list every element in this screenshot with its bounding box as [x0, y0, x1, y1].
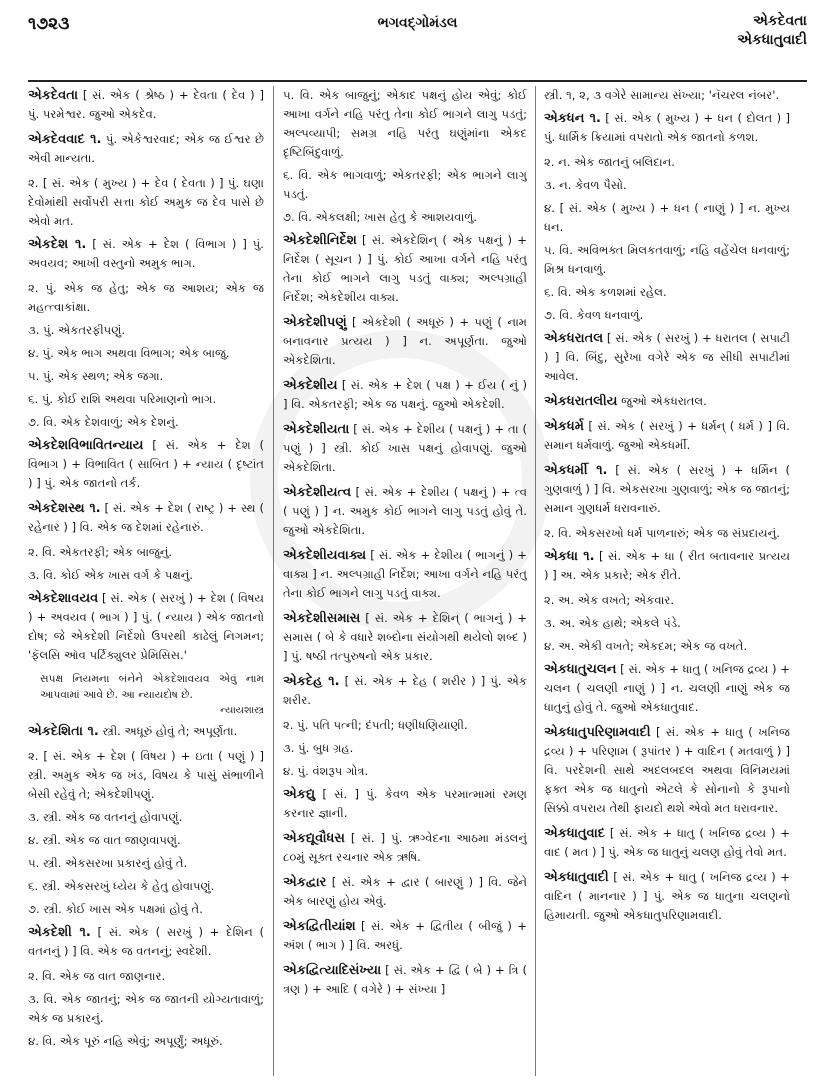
headword: એકદેશીયવાક્ય [283, 548, 367, 563]
definition-text: ૭. સ્ત્રી. કોઈ ખાસ એક પક્ષમાં હોવું તે. [28, 902, 203, 916]
definition-text: [ સં. એક ( મુખ્ય ) + ધન ( દોલત ) ] પું. ધાર્મિક ક્રિયામાં વપરાતો એક જાતનો કળશ. [544, 111, 790, 144]
entry-sense [283, 208, 527, 227]
entry-sense [28, 967, 264, 986]
headword: એકદેશ ૧. [28, 237, 87, 252]
headword: એકધર્મ [544, 419, 584, 434]
dictionary-entry [283, 313, 527, 370]
definition-text: [ સં. એક + દેશિન્ ( ભાગનું ) + સમાસ ( બે કે વધારે શબ્દોના સંયોગથી થયેલો શબ્દ ) ] પું. ષષ્ઠી તત્પુરુષનો એક પ્રકાર. [283, 611, 527, 663]
definition-text: ૩. ન. કેવળ પૈસો. [544, 178, 627, 192]
entry-sense [28, 990, 264, 1028]
definition-text: સ્ત્રી. ૧, ૨, ૩ વગેરે સામાન્ય સંખ્યા; 'નૅચરલ નંબર'. [544, 88, 780, 102]
entry-sense [28, 854, 264, 873]
definition-text: જુઓ એકધરાતલ. [617, 394, 707, 408]
entry-sense [544, 637, 790, 656]
definition-text: [ સં. એક + દેશ ( પક્ષ ) + ઈય ( નું ) ] વિ. એકતરફી; એક જ પક્ષનું. જુઓ એકદેશી. [283, 378, 527, 411]
dictionary-entry [283, 672, 527, 710]
definition-text: [ સં. એકદેશિન્ ( એક પક્ષનું ) + નિર્દેશ ( સૂચન ) ] પું. કોઈ આખા વર્ગને નહિ પરંતુ તેના કોઈ ભાગને લાગુ પડતું વાક્ય; અલ્પગ્રાહી નિર્દેશ; એકદેશીય વાક્ય. [283, 233, 527, 304]
definition-text: ૨. ન. એક જાતનું બલિદાન. [544, 155, 675, 169]
dictionary-entry [544, 824, 790, 862]
entry-sense [28, 1032, 264, 1051]
dictionary-entry [283, 231, 527, 307]
entry-sense [544, 306, 790, 325]
headword: એકધરાતલ [544, 331, 604, 346]
entry-sense [28, 566, 264, 585]
column-divider [535, 86, 536, 1076]
definition-text: ૩. સ્ત્રી. એક જ વતનનું હોવાપણું. [28, 810, 183, 824]
headword: એકદેવતા [28, 88, 79, 103]
dictionary-entry [28, 436, 264, 493]
definition-text: ૫. સ્ત્રી. એકસરખા પ્રકારનું હોવું તે. [28, 856, 188, 870]
definition-text: [ સં. એક + દેશીય ( ભાગનું ) + વાક્ય ] ન. અલ્પગ્રાહી નિર્દેશ; આખા વર્ગને નહિ પરંતુ તેના કોઈ ભાગને લાગુ પડતું વાક્ય. [283, 548, 527, 600]
definition-text: ૬. પું. કોઈ રાશિ અથવા પરિમાણનો ભાગ. [28, 392, 217, 406]
definition-text: [ સં. એક + ધાતુ ( ખનિજ દ્રવ્ય ) + પરિણામ ( રૂપાંતર ) + વાદિન ( મતવાળું ) ] વિ. પરદેશની સાથે અદલબદલ અથવા વિનિમયમાં ફક્ત એક જ ધાતુનો એટલે કે સોનાનો કે રૂપાનો સિક્કો વપરાય તેથી ફાયદો થશે એવો મત ધરાવનાર. [544, 725, 790, 815]
entry-sense [28, 413, 264, 432]
definition-text: [ સં. એક + ધાતુ ( ખનિજ દ્રવ્ય ) + વાદિન ( માનનાર ) ] પું. એક જ ધાતુના ચલણનો હિમાયતી. જુઓ એકધાતુપરિણામવાદી. [544, 870, 790, 922]
definition-text: ૭. વિ. કેવળ ધનવાળું. [544, 308, 644, 322]
entry-sense [283, 716, 527, 735]
definition-text: ૪. અ. એકી વખતે; એકદમ; એક જ વખતે. [544, 639, 748, 653]
definition-text: [ સં. એક + ધા ( રીત બતાવનાર પ્રત્યય ) ] અ. એક પ્રકારે; એક રીતે. [544, 549, 790, 582]
definition-text: ૩. અ. એક હાથે; એકલે પંડે. [544, 616, 681, 630]
definition-text: ૪. પું. વંશરૂપ ગોત્ર. [283, 764, 369, 778]
definition-text: ૩. વિ. એક જાતનું; એક જ જાતની યોગ્યતાવાળું; એક જ પ્રકારનું. [28, 992, 264, 1025]
dictionary-entry [283, 917, 527, 955]
dictionary-entry [283, 873, 527, 911]
column-left [28, 86, 264, 1055]
definition-text: [ સં. એક + દેશીય ( પક્ષનું ) + ત્વ ( પણું ) ] ન. અમુક કોઈ ભાગને લાગુ પડતું હોવું તે. જુઓ એકદેશિતા. [283, 485, 527, 537]
entry-sense [28, 900, 264, 919]
definition-text: ૨. પું. એક જ હેતુ; એક જ આશય; એક જ મહત્ત્વાકાંક્ષા. [28, 281, 264, 314]
headword: એકદેશીયત્વ [283, 485, 352, 500]
book-title: ભગવદ્ગોમંડલ [377, 15, 458, 31]
definition-text: ૬. સ્ત્રી. એકસરખું ધ્યેય કે હેતુ હોવાપણું. [28, 879, 215, 893]
header-rule [28, 80, 807, 82]
entry-sense [28, 831, 264, 850]
definition-text: [ સં. ] પું. કેવળ એક પરમાત્મામાં રમણ કરનાર જ્ઞાની. [283, 787, 527, 820]
entry-sense [544, 614, 790, 633]
headword: એકદેશીય [283, 378, 338, 393]
dictionary-entry [283, 483, 527, 540]
quote-source: ન્યાયશાસ્ત્ર [220, 705, 264, 716]
definition-text: ૭. વિ. એકલક્ષી; ખાસ હેતુ કે આશયવાળું. [283, 210, 478, 224]
definition-text: [ એકદેશી ( અધૂરું ) + પણું ( નામ બનાવનાર પ્રત્યય ) ] ન. અપૂર્ણતા. જુઓ એકદેશિતા. [283, 315, 527, 367]
dictionary-entry [544, 109, 790, 147]
definition-text: ૨. વિ. એક જ વાત જાણનાર. [28, 969, 166, 983]
entry-sense [544, 283, 790, 302]
dictionary-entry [28, 235, 264, 273]
definition-text: ૭. વિ. એક દેશવાળું; એક દેશનું. [28, 415, 179, 429]
dictionary-entry [28, 499, 264, 537]
dictionary-entry [283, 376, 527, 414]
page-number: ૧૭૨૩ [28, 14, 70, 34]
headword: એકધા ૧. [544, 549, 595, 564]
definition-text: ૬. વિ. એક ભાગવાળું; એકતરફી; એક ભાગને લાગુ પડતું. [283, 168, 527, 201]
column-right [544, 86, 790, 931]
dictionary-entry [283, 829, 527, 867]
definition-text: [ સં. એક + દ્વિતીય ( બીજું ) + અંશ ( ભાગ ) ] વિ. અરધું. [283, 919, 527, 952]
dictionary-entry [544, 868, 790, 925]
definition-text: [ સં. એક ( સરખું ) + ધરાતલ ( સપાટી ) ] વિ. બિંદુ, સુરેખા વગેરે એક જ સીધી સપાટીમાં આવેલ. [544, 331, 790, 383]
dictionary-entry [28, 86, 264, 124]
headword: એકદેશવિભાવિતન્યાય [28, 438, 144, 453]
definition-text: ૫. વિ. અવિભક્ત મિલકતવાળું; નહિ વહેંચેલ ધનવાળું; મિશ્ર ધનવાળું. [544, 243, 790, 276]
definition-text: ૪. પું. એક ભાગ અથવા વિભાગ; એક બાજુ. [28, 346, 230, 360]
entry-sense [28, 390, 264, 409]
definition-text: [ સં. એક + ધાતુ ( ખનિજ દ્રવ્ય ) + ચલન ( ચલણી નાણું ) ] ન. ચલણી નાણું એક જ ધાતુનું હોવું તે. જુઓ એકધાતુવાદ. [544, 662, 790, 714]
headword: એકદેવવાદ ૧. [28, 132, 102, 147]
headword: એકદેશાવયવ [28, 591, 99, 606]
dictionary-entry [544, 329, 790, 386]
headword: એકધન ૧. [544, 111, 601, 126]
headword: એકદ્યુ [283, 787, 316, 802]
headword: એકદ્યૂવૌધસ [283, 831, 345, 846]
definition-text: ૩. પું. એકતરફીપણું. [28, 323, 125, 337]
headword: એકદ્વિતીયાંશ [283, 919, 356, 934]
entry-sense [283, 86, 527, 162]
definition-text: ૨. અ. એક વખતે; એકવાર. [544, 593, 675, 607]
definition-text: [ સં. એક ( શ્રેષ્ઠ ) + દેવતા ( દેવ ) ] પું. પરમેશ્વર. જુઓ એકદેવ. [28, 88, 264, 121]
headword: એકદેશસ્થ ૧. [28, 501, 101, 516]
entry-sense [544, 176, 790, 195]
definition-text: ૨. [ સં. એક + દેશ ( વિષય ) + ઇતા ( પણું ) ] સ્ત્રી. અમુક એક જ ખંડ, વિષય કે પાસું સંભાળીને બેસી રહેવું તે; એકદેશીપણું. [28, 749, 264, 801]
headword: એકધાતુપરિણામવાદી [544, 725, 651, 740]
definition-text: [ સં. એક ( સરખું ) + દેશિન ( વતનનું ) ] વિ. એક જ વતનનું; સ્વદેશી. [28, 925, 264, 958]
definition-text: [ સં. એક ( સરખું ) + ધર્મન્ ( ધર્મ ) ] વિ. સમાન ધર્મવાળું. જુઓ એકધર્મી. [544, 419, 790, 452]
entry-sense [544, 591, 790, 610]
headword: એકધર્મી ૧. [544, 463, 608, 478]
definition-text: ૪. સ્ત્રી. એક જ વાત જાણવાપણું. [28, 833, 181, 847]
definition-text: ૨. પું. પતિ પત્ની; દંપતી; ધણીધણિયાણી. [283, 718, 468, 732]
dictionary-entry [28, 130, 264, 168]
entry-sense [283, 762, 527, 781]
entry-sense [28, 344, 264, 363]
dictionary-entry [28, 722, 264, 741]
dictionary-entry [544, 547, 790, 585]
entry-sense [28, 279, 264, 317]
headword: એકદેશી ૧. [28, 925, 91, 940]
entry-sense [28, 543, 264, 562]
entry-sense [28, 367, 264, 386]
headword: એકધાતુવાદી [544, 870, 609, 885]
definition-text: [ સં. એક + ધાતુ ( ખનિજ દ્રવ્ય ) + વાદ ( મત ) ] પું. એક જ ધાતુનું ચલણ હોવું તેવો મત. [544, 826, 790, 859]
headword: એકધાતુચલન [544, 662, 617, 677]
definition-text: ૬. વિ. એક કળશમાં રહેલ. [544, 285, 667, 299]
entry-sense [28, 174, 264, 231]
headword: એકદેશીસમાસ [283, 611, 361, 626]
dictionary-entry [544, 417, 790, 455]
headword: એકદેશિતા ૧. [28, 724, 99, 739]
definition-text: [ સં. એક + દેશ ( વિભાગ ) ] પું. અવયવ; આખી વસ્તુનો અમુક ભાગ. [28, 237, 264, 270]
dictionary-entry [544, 660, 790, 717]
definition-text: [ સં. એક + દ્વાર ( બારણું ) ] વિ. જેને એક બારણું હોય એવું. [283, 875, 527, 908]
guide-words [737, 12, 807, 50]
headword: એકદ્વાર [283, 875, 327, 890]
definition-text: [ સં. એક + દ્વિ ( બે ) + ત્રિ ( ત્રણ ) + આદિ ( વગેરે ) + સંખ્યા ] [283, 963, 527, 996]
entry-sense [544, 241, 790, 279]
definition-text: ૨. વિ. એકતરફી; એક બાજુનું. [28, 545, 173, 559]
headword: એકદેશીનિર્દેશ [283, 233, 357, 248]
entry-sense [544, 524, 790, 543]
dictionary-entry [544, 392, 790, 411]
entry-sense [544, 86, 790, 105]
entry-sense [28, 321, 264, 340]
column-divider [273, 86, 274, 1076]
definition-text: ૪. [ સં. એક ( મુખ્ય ) + ધન ( નાણું ) ] ન. મુખ્ય ધન. [544, 201, 790, 234]
definition-text: [ સં. એક ( સરખું ) + દેશ ( વિષય ) + અવયવ ( ભાગ ) ] પું. ( ન્યાય ) એક જાતનો દોષ; જે એકદેશી નિર્દેશો ઉપરથી કાઢેલું નિગમન; 'ફૅલસિ ઑવ પર્ટિક્યુલર પ્રેમિસિસ.' [28, 591, 264, 662]
guide-word-first: એકદેવતા [753, 13, 807, 29]
entry-sense [283, 739, 527, 758]
dictionary-entry [283, 961, 527, 999]
column-middle [283, 86, 527, 1005]
entry-sense [283, 166, 527, 204]
headword: એકદેશીયતા [283, 422, 350, 437]
entry-sense [28, 747, 264, 804]
entry-sense [544, 153, 790, 172]
dictionary-entry [283, 609, 527, 666]
definition-text: [ સં. એક + દેશ ( વિભાગ ) + વિભાવિત ( સાબિત ) + ન્યાય ( દૃષ્ટાંત ) ] પું. એક જાતનો તર્ક. [28, 438, 264, 490]
definition-text: ૨. વિ. એકસરખો ધર્મ પાળનારું; એક જ સંપ્રદાયનું. [544, 526, 780, 540]
dictionary-entry [544, 723, 790, 818]
definition-text: [ સં. ] પું. ઋગ્વેદના આઠમા મંડલનું ૮૦મું સૂક્ત રચનાર એક ઋષિ. [283, 831, 527, 864]
headword: એકદ્વિત્યાદિસંખ્યા [283, 963, 382, 978]
dictionary-entry [283, 785, 527, 823]
definition-text: ૫. પું. એક સ્થળ; એક જગા. [28, 369, 164, 383]
page-header [28, 10, 807, 60]
definition-text: [ સં. એક + દેશીય ( પક્ષનું ) + તા ( પણું ) ] સ્ત્રી. કોઈ ખાસ પક્ષનું હોવાપણું. જુઓ એકદેશિતા. [283, 422, 527, 474]
entry-sense [28, 808, 264, 827]
definition-text: ૩. પું. બુધ ગ્રહ. [283, 741, 354, 755]
entry-sense [544, 199, 790, 237]
headword: એકધરાતલીય [544, 394, 618, 409]
usage-quote: સપક્ષ નિયમના બંનેને એકદેશાવયવ એવું નામ આપવામાં આવે છે. આ ન્યાયદોષ છે. [40, 673, 264, 701]
definition-text: ૨. [ સં. એક ( મુખ્ય ) + દેવ ( દેવતા ) ] પું. ઘણા દેવોમાંથી સર્વોપરી સત્તા કોઈ અમુક જ દેવ પાસે છે એવો મત. [28, 176, 264, 228]
definition-text: ૩. વિ. કોઈ એક ખાસ વર્ગ કે પક્ષનું. [28, 568, 194, 582]
definition-text: પું. એકેશ્વરવાદ; એક જ ઈશ્વર છે એવી માન્યતા. [28, 132, 264, 165]
definition-text: ૫. વિ. એક બાજુનું; એકાદ પક્ષનું હોય એવું; કોઈ આખા વર્ગને નહિ પરંતુ તેના કોઈ ભાગને લાગુ પડતું; અલ્પવ્યાપી; સમગ્ર નહિ પરંતુ ઘણુંમાંના એકદ દૃષ્ટિબિંદુવાળું. [283, 88, 527, 159]
entry-sense [28, 877, 264, 896]
headword: એકધાતુવાદ [544, 826, 606, 841]
definition-text: [ સં. એક ( સરખું ) + ધર્મિન ( ગુણવાળું ) ] વિ. એકસરખા ગુણવાળું; એક જ જાતનું; સમાન ગુણધર્મ ધરાવનારું. [544, 463, 790, 515]
headword: એકદેહ ૧. [283, 674, 340, 689]
definition-text: [ સં. એક + દેશ ( રાષ્ટ્ર ) + સ્થ ( રહેનાર ) ] વિ. એક જ દેશમાં રહેનારું. [28, 501, 264, 534]
definition-text: ૪. વિ. એક પૂરું નહિ એવું; અપૂર્ણું; અધૂરું. [28, 1034, 223, 1048]
dictionary-entry [28, 589, 264, 665]
headword: એકદેશીપણું [283, 315, 347, 330]
dictionary-entry [28, 923, 264, 961]
dictionary-entry [544, 461, 790, 518]
dictionary-entry [283, 546, 527, 603]
dictionary-entry [283, 420, 527, 477]
definition-text: સ્ત્રી. અધૂરું હોવું તે; અપૂર્ણતા. [98, 724, 238, 738]
definition-text: [ સં. એક + દેહ ( શરીર ) ] પું. એક શરીર. [283, 674, 527, 707]
guide-word-last: એકધાતુવાદી [737, 32, 807, 48]
